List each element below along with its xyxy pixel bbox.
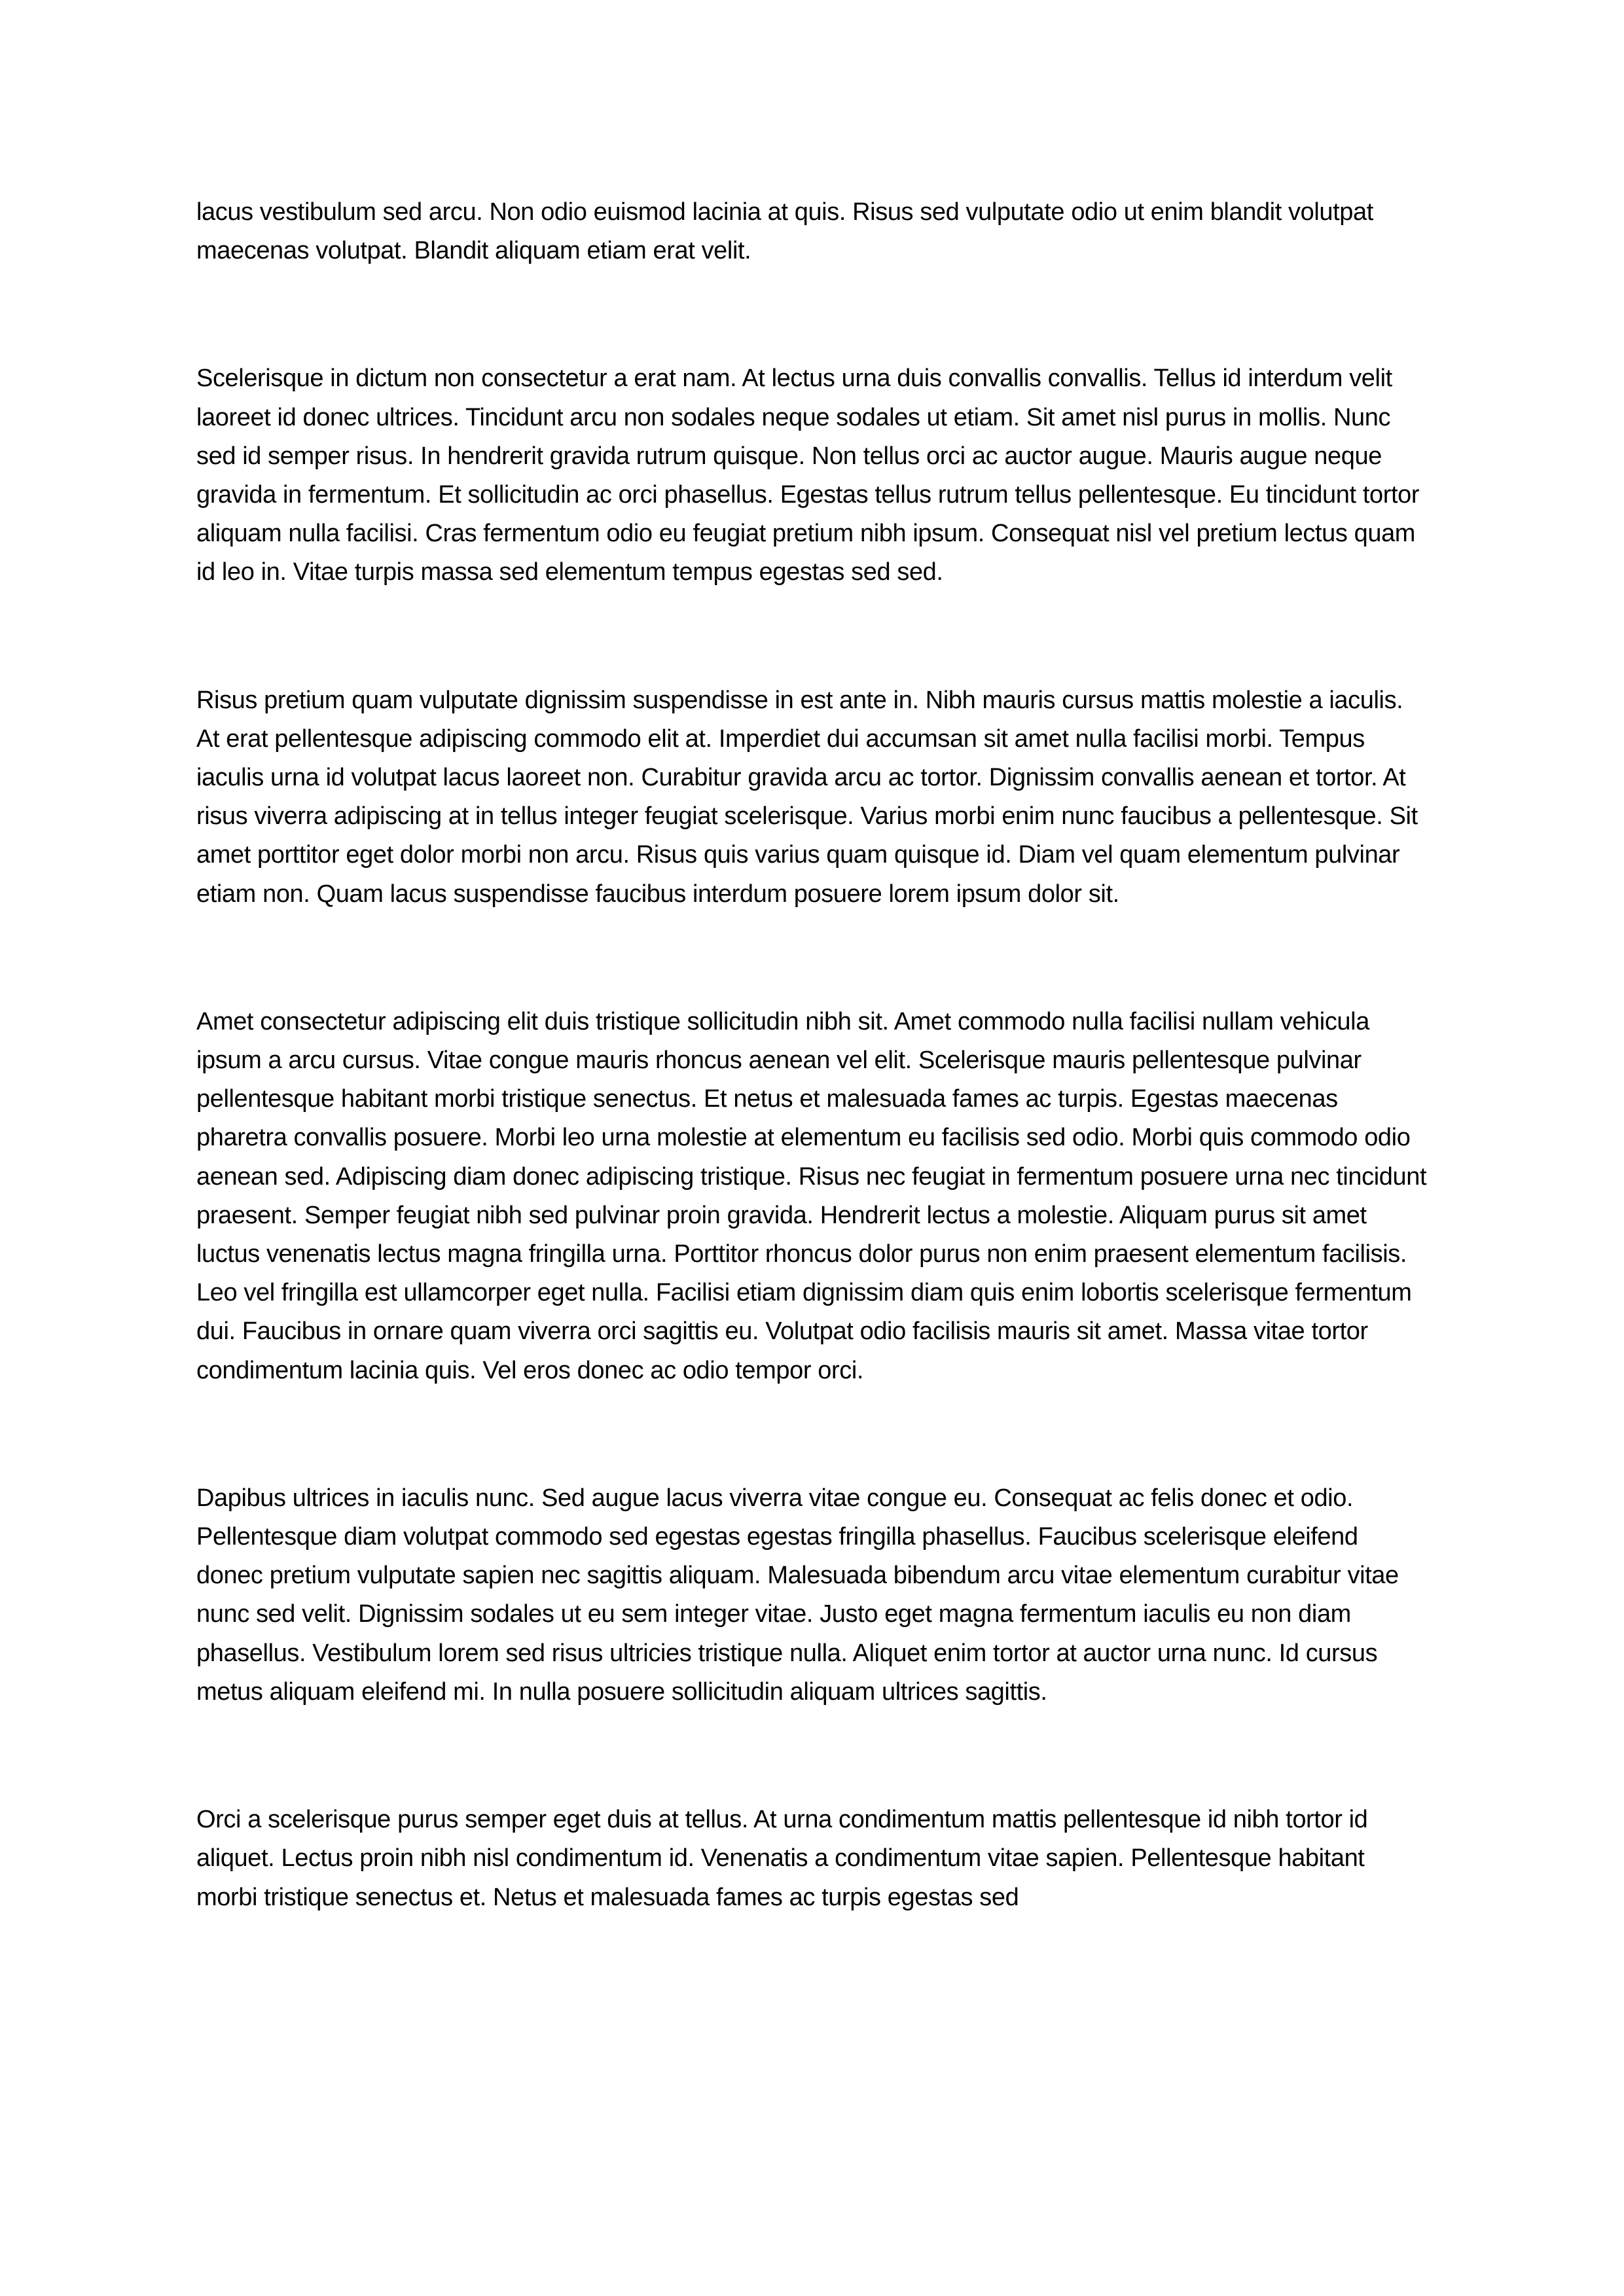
paragraph: Risus pretium quam vulputate dignissim suspendisse in est ante in. Nibh mauris cursus mattis molestie a iaculis. At erat pellentesque adipiscing commodo elit at. Imperdiet dui accumsan sit amet nulla facilisi morbi. Tempus iaculis urna id volutpat lacus laoreet non. Curabitur gravida arcu ac tortor. Dignissim convallis aenean et tortor. At risus viverra adipiscing at in tellus integer feugiat scelerisque. Varius morbi enim nunc faucibus a pellentesque. Sit amet porttitor eget dolor morbi non arcu. Risus quis varius quam quisque id. Diam vel quam elementum pulvinar etiam non. Quam lacus suspendisse faucibus interdum posuere lorem ipsum dolor sit. [196,686,1418,908]
paragraph: Amet consectetur adipiscing elit duis tristique sollicitudin nibh sit. Amet commodo nulla facilisi nullam vehicula ipsum a arcu cursus. Vitae congue mauris rhoncus aenean vel elit. Scelerisque mauris pellentesque pulvinar pellentesque habitant morbi tristique senectus. Et netus et malesuada fames ac turpis. Egestas maecenas pharetra convallis posuere. Morbi leo urna molestie at elementum eu facilisis sed odio. Morbi quis commodo odio aenean sed. Adipiscing diam donec adipiscing tristique. Risus nec feugiat in fermentum posuere urna nec tincidunt praesent. Semper feugiat nibh sed pulvinar proin gravida. Hendrerit lectus a molestie. Aliquam purus sit amet luctus venenatis lectus magna fringilla urna. Porttitor rhoncus dolor purus non enim praesent elementum facilisis. Leo vel fringilla est ullamcorper eget nulla. Facilisi etiam dignissim diam quis enim lobortis scelerisque fermentum dui. Faucibus in ornare quam viverra orci sagittis eu. Volutpat odio facilisis mauris sit amet. Massa vitae tortor condimentum lacinia quis. Vel eros donec ac odio tempor orci. [196,1007,1427,1384]
paragraph: lacus vestibulum sed arcu. Non odio euismod lacinia at quis. Risus sed vulputate odio ut enim blandit volutpat maecenas volutpat. Blandit aliquam etiam erat velit. [196,198,1373,265]
paragraph: Scelerisque in dictum non consectetur a erat nam. At lectus urna duis convallis convallis. Tellus id interdum velit laoreet id donec ultrices. Tincidunt arcu non sodales neque sodales ut etiam. Sit amet nisl purus in mollis. Nunc sed id semper risus. In hendrerit gravida rutrum quisque. Non tellus orci ac auctor augue. Mauris augue neque gravida in fermentum. Et sollicitudin ac orci phasellus. Egestas tellus rutrum tellus pellentesque. Eu tincidunt tortor aliquam nulla facilisi. Cras fermentum odio eu feugiat pretium nibh ipsum. Consequat nisl vel pretium lectus quam id leo in. Vitae turpis massa sed elementum tempus egestas sed sed. [196,365,1420,586]
document-body [196,193,1428,1917]
paragraph: Dapibus ultrices in iaculis nunc. Sed augue lacus viverra vitae congue eu. Consequat ac felis donec et odio. Pellentesque diam volutpat commodo sed egestas egestas fringilla phasellus. Faucibus scelerisque eleifend donec pretium vulputate sapien nec sagittis aliquam. Malesuada bibendum arcu vitae elementum curabitur vitae nunc sed velit. Dignissim sodales ut eu sem integer vitae. Justo eget magna fermentum iaculis eu non diam phasellus. Vestibulum lorem sed risus ultricies tristique nulla. Aliquet enim tortor at auctor urna nunc. Id cursus metus aliquam eleifend mi. In nulla posuere sollicitudin aliquam ultrices sagittis. [196,1484,1399,1706]
paragraph: Orci a scelerisque purus semper eget duis at tellus. At urna condimentum mattis pellentesque id nibh tortor id aliquet. Lectus proin nibh nisl condimentum id. Venenatis a condimentum vitae sapien. Pellentesque habitant morbi tristique senectus et. Netus et malesuada fames ac turpis egestas sed [196,1806,1368,1911]
